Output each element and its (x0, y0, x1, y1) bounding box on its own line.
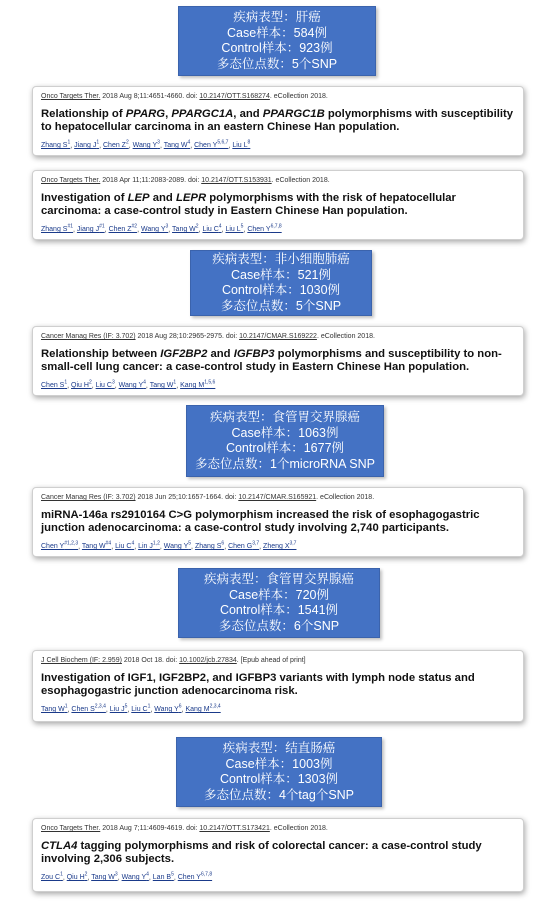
author-link[interactable]: Jiang $J^1$ (74, 139, 100, 150)
paper-card-5 (32, 650, 524, 722)
author-separator: , (127, 706, 132, 714)
author-affiliation: 4 (187, 139, 191, 146)
author-link[interactable]: Zhang $S^1$ (41, 139, 71, 150)
author-affiliation: 3 (157, 139, 160, 146)
author-affiliation: 5 (124, 703, 128, 710)
author-separator: , (259, 543, 264, 551)
citation-details: 2018 Aug 28;10:2965-2975. doi: (135, 333, 240, 340)
title-part: , and (233, 108, 263, 120)
author-affiliation: 4 (146, 871, 149, 878)
author-affiliation: 4 (131, 540, 135, 547)
box-line: 多态位点数：1个microRNA SNP (195, 456, 375, 471)
journal-link[interactable]: Cancer Manag Res (IF: 3.702) (41, 333, 136, 340)
box-line: 疾病表型：食管胃交界腺癌 (203, 572, 354, 586)
summary-box-egj-2 (178, 568, 380, 638)
author-separator: , (117, 874, 122, 882)
author-affiliation: 1 (64, 379, 68, 386)
author-affiliation: 5 (240, 223, 244, 230)
author-separator: , (190, 142, 195, 150)
citation-details: 2018 Oct 18. doi: (121, 657, 180, 664)
box-line: 疾病表型：肝癌 (233, 10, 321, 24)
box-line: Case样本：584例 (226, 25, 328, 40)
author-affiliation: 1,2 (152, 540, 160, 547)
title-part: polymorphisms and susceptibility to non-small-cell lung cancer: a case-control study in Eastern Chinese Han population. (41, 348, 502, 374)
author-link[interactable]: Wang $Y^3$ (140, 223, 169, 234)
author-affiliation: 5,6,7 (217, 139, 229, 146)
paper-title (41, 108, 515, 135)
paper-card-3 (32, 326, 524, 396)
author-link[interactable]: Liu $C^4$ (202, 223, 222, 234)
author-link[interactable]: Chen $Z^{\#2}$ (108, 223, 138, 234)
author-link[interactable]: Tang $W^2$ (172, 223, 199, 234)
author-separator: , (224, 543, 229, 551)
title-part: polymorphisms with susceptibility to hepatocellular carcinoma in an eastern Chinese Han population. (41, 108, 514, 134)
citation-details: 2018 Apr 11;11:2083-2089. doi: (100, 177, 202, 184)
title-part: polymorphisms with the risk of hepatocellular carcinoma: a case-control study in Eastern Chinese Han population. (41, 192, 456, 218)
author-affiliation: 6 (221, 540, 225, 547)
author-link[interactable]: Liu $L^5$ (225, 223, 244, 234)
author-link[interactable]: Lan $B^5$ (152, 871, 174, 882)
box-line: Control样本：923例 (221, 41, 333, 55)
citation-details: 2018 Jun 25;10:1657-1664. doi: (135, 494, 239, 501)
box-line: 多态位点数：6个SNP (218, 618, 340, 633)
title-part: PPARGC1B (262, 108, 325, 120)
box-line: 疾病表型：非小细胞肺癌 (212, 252, 350, 266)
citation-tail: . eCollection 2018. (269, 825, 328, 832)
author-separator: , (148, 874, 153, 882)
author-affiliation: 3,7 (252, 540, 260, 547)
author-separator: , (114, 382, 119, 390)
author-affiliation: 4 (143, 379, 146, 386)
paper-title (41, 192, 515, 219)
author-separator: , (176, 382, 181, 390)
author-separator: , (67, 382, 72, 390)
box-line: 疾病表型：食管胃交界腺癌 (209, 410, 360, 424)
author-separator: , (150, 706, 155, 714)
summary-box-colorectal (176, 737, 382, 807)
author-separator: , (228, 142, 233, 150)
author-separator: , (159, 543, 164, 551)
box-line: 多态位点数：5个SNP (220, 298, 342, 313)
author-affiliation: #1,2,3 (64, 540, 79, 547)
author-link[interactable]: Wang $Y^6$ (154, 703, 182, 714)
author-link[interactable]: Zheng X$^{3,7}$ (263, 540, 297, 551)
author-affiliation: #1 (67, 223, 74, 230)
author-affiliation: 6 (178, 703, 182, 710)
author-separator: , (91, 382, 96, 390)
author-link[interactable]: Chen S$^{2,3,4}$ (71, 703, 106, 714)
author-affiliation: 2 (195, 223, 199, 230)
author-link[interactable]: Zou $C^1$ (41, 871, 63, 882)
journal-link[interactable]: Onco Targets Ther. (41, 93, 101, 100)
box-line: Case样本：1003例 (225, 756, 333, 771)
author-link[interactable]: Liu $C^1$ (131, 703, 151, 714)
author-affiliation: 1 (64, 703, 68, 710)
author-link[interactable]: Zhang $S^6$ (194, 540, 225, 551)
author-link[interactable]: Chen Y$^{6,7,8}$ (247, 223, 282, 234)
box-line: Control样本：1541例 (219, 603, 339, 617)
paper-card-6 (32, 818, 524, 892)
doi-link[interactable]: 10.2147/OTT.S168274 (199, 93, 270, 100)
author-separator: , (111, 543, 116, 551)
paper-card-4 (32, 487, 524, 557)
title-part: tagging polymorphisms and risk of colorectal cancer: a case-control study involving 2,306 subjects. (41, 840, 482, 866)
title-part: IGFBP3 (233, 348, 275, 360)
author-affiliation: 8 (247, 139, 251, 146)
title-part: IGF2BP2 (160, 348, 208, 360)
author-link[interactable]: Chen Y$^{\#1,2,3}$ (41, 540, 79, 551)
paper-title (41, 840, 515, 867)
author-separator: , (134, 543, 139, 551)
author-affiliation: 2 (88, 379, 92, 386)
paper-title (41, 672, 515, 699)
journal-link[interactable]: Onco Targets Ther. (41, 177, 101, 184)
author-affiliation: 6,7,8 (270, 223, 282, 230)
author-affiliation: 4 (218, 223, 222, 230)
author-affiliation: 2 (84, 871, 88, 878)
author-link[interactable]: Kang M$^{2,3,4}$ (185, 703, 221, 714)
author-affiliation: 1,5,6 (204, 379, 216, 386)
author-link[interactable]: Tang $W^4$ (163, 139, 191, 150)
citation-meta (41, 656, 515, 666)
title-part: Relationship between (41, 348, 161, 360)
author-link[interactable]: Wang $Y^3$ (132, 139, 160, 150)
citation-tail: . eCollection 2018. (316, 333, 375, 340)
author-affiliation: 2,3,4 (94, 703, 106, 710)
doi-link[interactable]: 10.2147/CMAR.S165921 (238, 494, 317, 501)
summary-box-egj-1 (186, 405, 384, 477)
citation-meta (41, 92, 515, 102)
title-part: , (165, 108, 172, 120)
author-separator: , (198, 226, 203, 234)
doi-link[interactable]: 10.1002/jcb.27834 (179, 657, 237, 664)
author-list (41, 378, 515, 391)
author-link[interactable]: Chen $Z^2$ (103, 139, 129, 150)
author-list (41, 138, 515, 151)
author-link[interactable]: Qiu $H^2$ (71, 379, 92, 390)
author-link[interactable]: Kang M$^{1,5,6}$ (180, 379, 216, 390)
title-part: CTLA4 (41, 840, 78, 852)
author-separator: , (67, 706, 72, 714)
author-link[interactable]: Liu $C^4$ (115, 540, 135, 551)
author-separator: , (99, 142, 103, 150)
author-separator: , (70, 142, 75, 150)
author-link[interactable]: Tang $W^1$ (41, 703, 68, 714)
summary-box-lung (190, 250, 372, 316)
title-part: PPARGC1A (171, 108, 234, 120)
box-line: 多态位点数：5个SNP (216, 56, 338, 71)
author-link[interactable]: Wang $Y^4$ (121, 871, 149, 882)
citation-tail: . eCollection 2018. (271, 177, 330, 184)
author-affiliation: 5 (188, 540, 192, 547)
author-link[interactable]: Tang $W^1$ (149, 379, 177, 390)
author-affiliation: 1 (173, 379, 177, 386)
citation-meta (41, 176, 515, 186)
box-line: 疾病表型：结直肠癌 (222, 741, 336, 755)
title-part: Investigation of (41, 192, 128, 204)
author-affiliation: 1 (67, 139, 71, 146)
author-list (41, 539, 515, 552)
author-separator: , (173, 874, 178, 882)
citation-tail: . eCollection 2018. (316, 494, 375, 501)
author-link[interactable]: Chen $S^1$ (41, 379, 68, 390)
author-affiliation: 3 (165, 223, 169, 230)
title-part: PPARG (125, 108, 166, 120)
author-separator: , (62, 874, 67, 882)
author-separator: , (78, 543, 82, 551)
journal-link[interactable]: Onco Targets Ther. (41, 825, 101, 832)
author-separator: , (159, 142, 164, 150)
author-affiliation: 3 (114, 871, 118, 878)
author-link[interactable]: Zhang $S^{\#1}$ (41, 223, 74, 234)
author-affiliation: 1 (147, 703, 151, 710)
author-separator: , (191, 543, 195, 551)
author-affiliation: 2,3,4 (209, 703, 221, 710)
author-separator: , (128, 142, 133, 150)
author-affiliation: 1 (96, 139, 100, 146)
author-affiliation: #1 (99, 223, 105, 230)
citation-details: 2018 Aug 7;11:4609-4619. doi: (100, 825, 200, 832)
author-list (41, 870, 515, 883)
author-affiliation: 3 (111, 379, 115, 386)
doi-link[interactable]: 10.2147/CMAR.S169222 (239, 333, 317, 340)
author-link[interactable]: Chen Y$^{6,7,8}$ (177, 871, 213, 882)
citation-meta (41, 493, 515, 503)
author-separator: , (104, 226, 109, 234)
citation-details: 2018 Aug 8;11:4651-4660. doi: (100, 93, 200, 100)
doi-link[interactable]: 10.2147/OTT.S153931 (201, 177, 272, 184)
box-line: Case样本：1063例 (231, 425, 339, 440)
author-link[interactable]: Liu $L^8$ (232, 139, 251, 150)
paper-title (41, 348, 515, 375)
title-part: Investigation of IGF1, IGF2BP2, and IGFBP3 variants with lymph node status and esophagogastric junction adenocarcinoma risk. (41, 672, 475, 698)
author-link[interactable]: Qiu $H^2$ (66, 871, 88, 882)
author-separator: , (243, 226, 248, 234)
doi-link[interactable]: 10.2147/OTT.S173421 (199, 825, 270, 832)
author-list (41, 222, 515, 235)
author-link[interactable]: Wang $Y^5$ (163, 540, 192, 551)
author-separator: , (168, 226, 173, 234)
summary-box-liver (178, 6, 376, 76)
author-affiliation: 6,7,8 (200, 871, 213, 878)
author-link[interactable]: Tang $W^{\#4}$ (81, 540, 112, 551)
citation-meta (41, 824, 515, 834)
author-affiliation: #4 (105, 540, 112, 547)
author-affiliation: #2 (131, 223, 138, 230)
author-separator: , (221, 226, 226, 234)
paper-card-2 (32, 170, 524, 240)
box-line: Control样本：1677例 (225, 441, 345, 455)
author-affiliation: 5 (171, 871, 174, 878)
author-link[interactable]: Tang $W^3$ (91, 871, 118, 882)
title-part: Relationship of (41, 108, 126, 120)
author-link[interactable]: Lin J$^{1,2}$ (138, 540, 160, 551)
title-part: LEP (127, 192, 150, 204)
box-line: Control样本：1030例 (221, 283, 341, 297)
author-separator: , (105, 706, 110, 714)
author-separator: , (73, 226, 77, 234)
author-affiliation: 1 (60, 871, 63, 878)
author-link[interactable]: Chen G$^{3,7}$ (228, 540, 260, 551)
author-link[interactable]: Chen Y$^{5,6,7}$ (194, 139, 229, 150)
citation-tail: . eCollection 2018. (269, 93, 328, 100)
box-line: Control样本：1303例 (219, 772, 339, 786)
author-separator: , (145, 382, 150, 390)
box-line: Case样本：521例 (230, 267, 332, 282)
author-separator: , (87, 874, 92, 882)
author-affiliation: 2 (125, 139, 129, 146)
author-list (41, 702, 515, 715)
author-separator: , (181, 706, 186, 714)
author-link[interactable]: Liu $C^3$ (95, 379, 115, 390)
box-line: Case样本：720例 (228, 587, 330, 602)
citation-meta (41, 332, 515, 342)
author-link[interactable]: Jiang $J^{\#1}$ (76, 223, 105, 234)
author-separator: , (137, 226, 141, 234)
title-part: and (207, 348, 234, 360)
author-affiliation: 3,7 (289, 540, 297, 547)
paper-card-1 (32, 86, 524, 156)
title-part: LEPR (175, 192, 207, 204)
title-part: and (149, 192, 176, 204)
journal-link[interactable]: Cancer Manag Res (IF: 3.702) (41, 494, 136, 501)
box-line: 多态位点数：4个tag个SNP (203, 787, 355, 802)
title-part: miRNA-146a rs2910164 C>G polymorphism increased the risk of esophagogastric junction adenocarcinoma: a case-control study involving 2,740 participants. (41, 509, 480, 535)
author-link[interactable]: Liu $J^5$ (109, 703, 128, 714)
citation-tail: . [Epub ahead of print] (236, 657, 306, 664)
journal-link[interactable]: J Cell Biochem (IF: 2.959) (41, 657, 122, 664)
paper-title (41, 509, 515, 536)
author-link[interactable]: Wang $Y^4$ (118, 379, 146, 390)
